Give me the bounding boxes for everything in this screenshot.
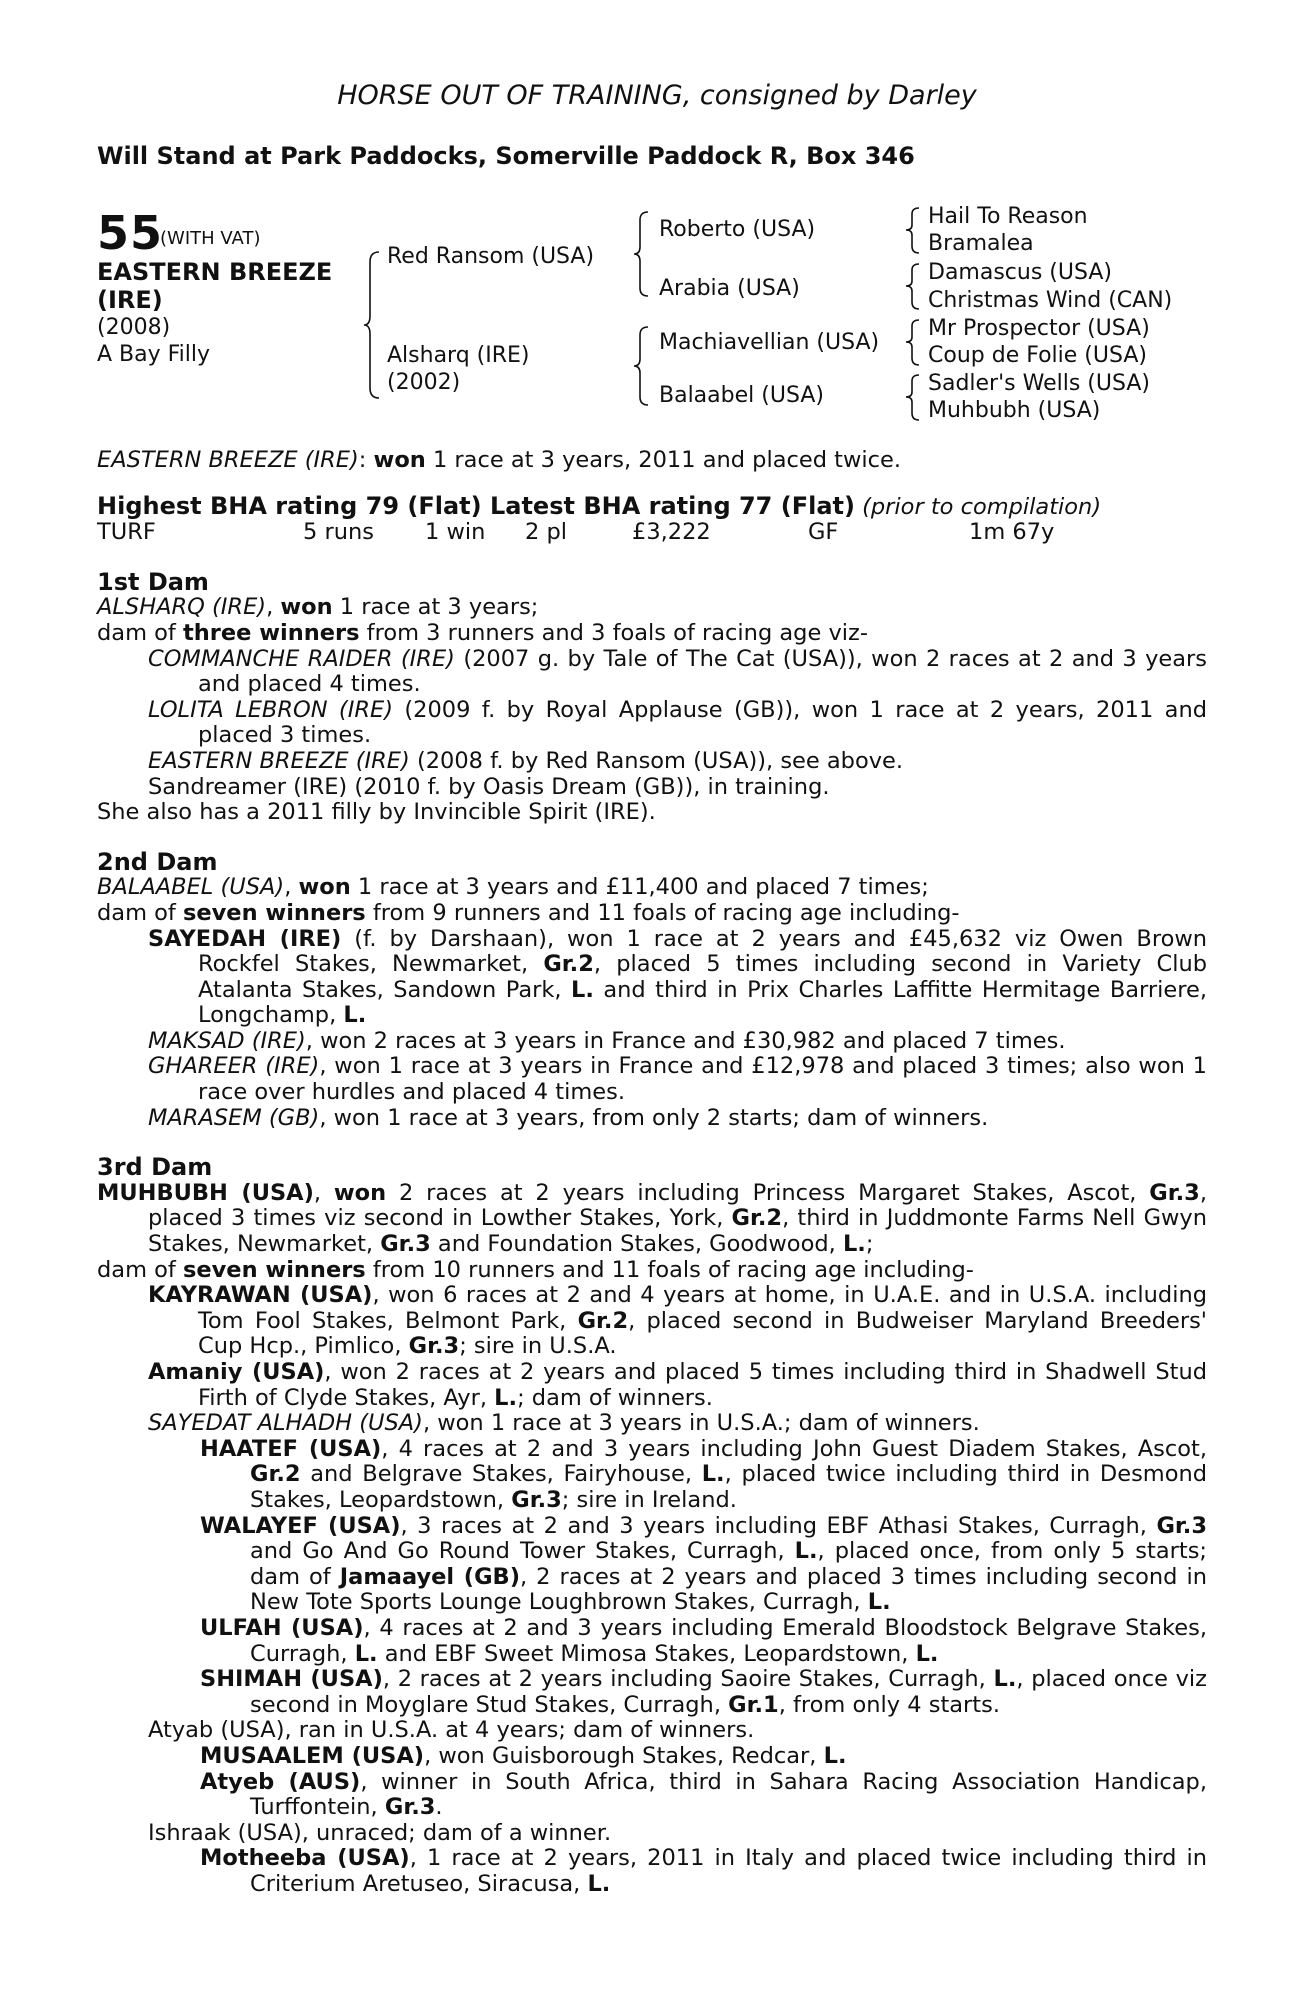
first-dam-entry: Sandreamer (IRE) (2010 f. by Oasis Dream (GB)), in training. (148, 773, 830, 800)
first-dam-entry: COMMANCHE RAIDER (IRE) (2007 g. by Tale of The Cat (USA)), won 2 races at 2 and 3 years and placed 4 times. (148, 645, 1208, 698)
turf-going: GF (808, 519, 839, 546)
third-dam-subentry: Atyeb (AUS), winner in South Africa, third in Sahara Racing Association Handicap, Turffontein, Gr.3. (200, 1768, 1207, 1821)
horse-description: A Bay Filly (97, 342, 211, 367)
turf-runs: 5 runs (303, 519, 374, 546)
pedigree-sire: Red Ransom (USA) (387, 244, 595, 269)
third-dam-subentry: MUSAALEM (USA), won Guisborough Stakes, Redcar, L. (200, 1742, 847, 1769)
third-dam-line1: MUHBUBH (USA), won 2 races at 2 years including Princess Margaret Stakes, Ascot, Gr.3, placed 3 times viz second in Lowther Stakes, York, Gr.2, third in Juddmonte Farms Nell Gwyn Stakes, Newmarket, Gr.3 and Foundation Stakes, Goodwood, L.; (97, 1179, 1207, 1258)
pedigree-g2: Bramalea (928, 231, 1034, 256)
horse-name-line1: EASTERN BREEZE (97, 258, 333, 286)
second-dam-entry: GHAREER (IRE), won 1 race at 3 years in France and £12,978 and placed 3 times; also won 1 race over hurdles and placed 4 times. (148, 1053, 1208, 1106)
third-dam-entry: KAYRAWAN (USA), won 6 races at 2 and 4 years at home, in U.A.E. and in U.S.A. including Tom Fool Stakes, Belmont Park, Gr.2, placed second in Budweiser Maryland Breeders' Cup Hcp., Pimlico, Gr.3; sire in U.S.A. (148, 1282, 1207, 1360)
turf-wins: 1 win (425, 519, 486, 546)
third-dam-subentry: ULFAH (USA), 4 races at 2 and 3 years including Emerald Bloodstock Belgrave Stakes, Curragh, L. and EBF Sweet Mimosa Stakes, Leopardstown, L. (200, 1614, 1207, 1667)
third-dam-entry: Atyab (USA), ran in U.S.A. at 4 years; dam of winners. (148, 1717, 755, 1744)
turf-surface: TURF (97, 519, 156, 546)
pedigree-g5: Mr Prospector (USA) (928, 316, 1150, 341)
second-dam-entry: MARASEM (GB), won 1 race at 3 years, from only 2 starts; dam of winners. (148, 1104, 989, 1131)
turf-prize: £3,222 (632, 519, 711, 546)
pedigree-g7: Sadler's Wells (USA) (928, 371, 1150, 396)
third-dam-subentry: SHIMAH (USA), 2 races at 2 years including Saoire Stakes, Curragh, L., placed once viz second in Moyglare Stud Stakes, Curragh, Gr.1, from only 4 starts. (200, 1666, 1207, 1718)
pedigree-dam-sire: Machiavellian (USA) (659, 330, 880, 355)
second-dam-entry: MAKSAD (IRE), won 2 races at 3 years in France and £30,982 and placed 7 times. (148, 1027, 1066, 1054)
turf-record-row (97, 520, 1207, 546)
second-dam-entry: SAYEDAH (IRE) (f. by Darshaan), won 1 race at 2 years and £45,632 viz Owen Brown Rockfel Stakes, Newmarket, Gr.2, placed 5 times including second in Variety Club Atalanta Stakes, Sandown Park, L. and third in Prix Charles Laffitte Hermitage Barriere, Longchamp, L. (148, 925, 1208, 1029)
first-dam-entry: LOLITA LEBRON (IRE) (2009 f. by Royal Applause (GB)), won 1 race at 2 years, 2011 and placed 3 times. (148, 696, 1207, 749)
page-title: HORSE OUT OF TRAINING, consigned by Darley (337, 80, 977, 111)
second-dam-line1: BALAABEL (USA), won 1 race at 3 years and £11,400 and placed 7 times; (97, 874, 929, 901)
first-dam-heading: 1st Dam (97, 567, 209, 596)
stand-location: Will Stand at Park Paddocks, Somerville Paddock R, Box 346 (97, 142, 915, 170)
pedigree-g4: Christmas Wind (CAN) (928, 288, 1173, 313)
first-dam-line1: ALSHARQ (IRE), won 1 race at 3 years; (97, 594, 539, 621)
pedigree-g3: Damascus (USA) (928, 260, 1112, 285)
pedigree-sire-sire: Roberto (USA) (659, 217, 816, 242)
pedigree-bracket-sire (634, 210, 656, 300)
vat-note: (WITH VAT) (160, 228, 261, 249)
second-dam-heading: 2nd Dam (97, 847, 218, 876)
turf-placed: 2 pl (525, 519, 568, 546)
first-dam-line2: dam of three winners from 3 runners and 3 foals of racing age viz- (97, 619, 868, 646)
pedigree-g8: Muhbubh (USA) (928, 398, 1101, 423)
pedigree-dam-dam: Balaabel (USA) (659, 383, 824, 408)
turf-distance: 1m 67y (969, 519, 1055, 546)
pedigree-bracket-g12 (905, 206, 925, 258)
pedigree-bracket-g56 (905, 318, 925, 370)
second-dam-line2: dam of seven winners from 9 runners and 11 foals of racing age including- (97, 899, 960, 926)
horse-year: (2008) (97, 315, 171, 340)
bha-rating: Highest BHA rating 79 (Flat) Latest BHA rating 77 (Flat) (prior to compilation) (97, 491, 1102, 520)
pedigree-bracket-dam (634, 325, 656, 410)
horse-name (97, 258, 332, 314)
pedigree-bracket-g78 (905, 373, 925, 425)
pedigree-g1: Hail To Reason (928, 204, 1088, 229)
third-dam-heading: 3rd Dam (97, 1153, 213, 1182)
third-dam-line2: dam of seven winners from 10 runners and 11 foals of racing age including- (97, 1256, 974, 1283)
horse-name-line2: (IRE) (97, 286, 163, 314)
catalogue-body (97, 448, 1207, 1897)
pedigree-dam-year: (2002) (387, 370, 461, 395)
pedigree-dam: Alsharq (IRE) (387, 343, 530, 368)
third-dam-entry: Ishraak (USA), unraced; dam of a winner. (148, 1819, 612, 1846)
race-summary: EASTERN BREEZE (IRE): won 1 race at 3 years, 2011 and placed twice. (97, 447, 901, 473)
third-dam-subentry: WALAYEF (USA), 3 races at 2 and 3 years including EBF Athasi Stakes, Curragh, Gr.3 and Go And Go Round Tower Stakes, Curragh, L., placed once, from only 5 starts; dam of Jamaayel (GB), 2 races at 2 years and placed 3 times including second in New Tote Sports Lounge Loughbrown Stakes, Curragh, L. (200, 1512, 1208, 1616)
third-dam-entry: Amaniy (USA), won 2 races at 2 years and placed 5 times including third in Shadwell Stud Firth of Clyde Stakes, Ayr, L.; dam of winners. (148, 1359, 1207, 1411)
third-dam-entry: SAYEDAT ALHADH (USA), won 1 race at 3 years in U.S.A.; dam of winners. (148, 1410, 980, 1437)
pedigree-sire-dam: Arabia (USA) (659, 276, 800, 301)
lot-number: 55 (97, 206, 164, 260)
third-dam-subentry: HAATEF (USA), 4 races at 2 and 3 years including John Guest Diadem Stakes, Ascot, Gr.2 and Belgrave Stakes, Fairyhouse, L., placed twice including third in Desmond Stakes, Leopardstown, Gr.3; sire in Ireland. (200, 1435, 1208, 1513)
first-dam-also: She also has a 2011 filly by Invincible Spirit (IRE). (97, 799, 656, 826)
pedigree-bracket-g34 (905, 262, 925, 314)
pedigree-g6: Coup de Folie (USA) (928, 343, 1147, 368)
third-dam-subentry: Motheeba (USA), 1 race at 2 years, 2011 in Italy and placed twice including third in Criterium Aretuseo, Siracusa, L. (200, 1845, 1208, 1897)
first-dam-entry: EASTERN BREEZE (IRE) (2008 f. by Red Ransom (USA)), see above. (148, 747, 904, 774)
pedigree-bracket-main (365, 250, 387, 400)
